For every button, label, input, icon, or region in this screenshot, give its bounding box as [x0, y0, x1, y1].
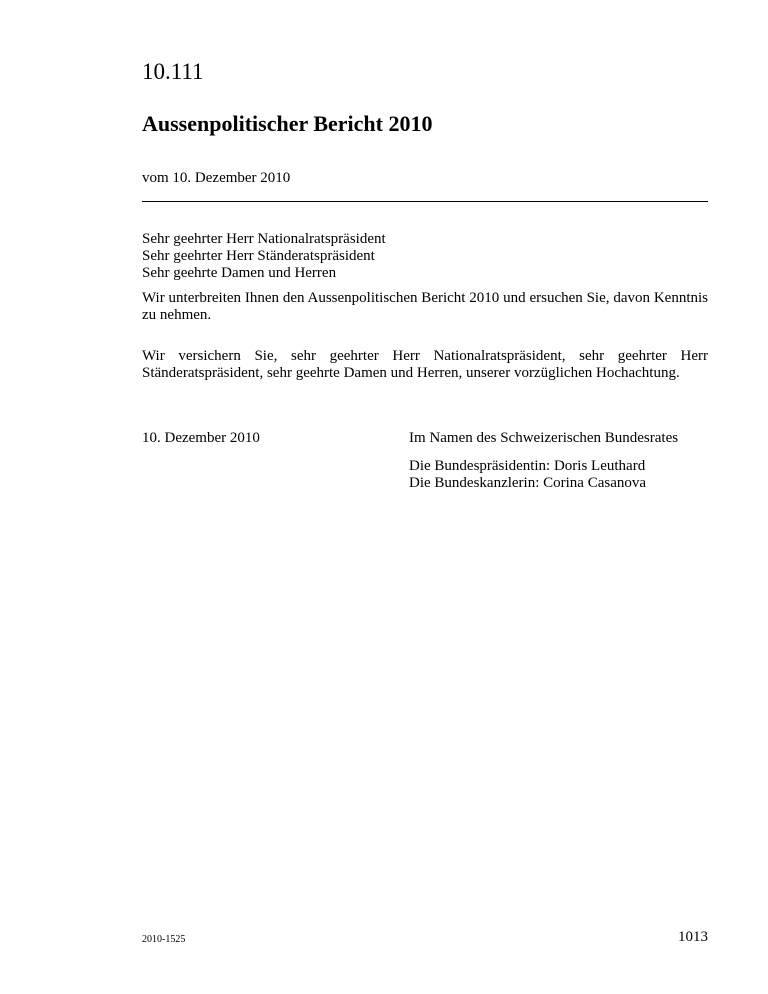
body-paragraph-submission: Wir unterbreiten Ihnen den Aussenpolitischen Bericht 2010 und ersuchen Sie, davon Kenntnis zu nehmen.	[142, 290, 708, 323]
salutation	[142, 231, 708, 282]
salutation-line: Sehr geehrte Damen und Herren	[142, 265, 337, 281]
salutation-line: Sehr geehrter Herr Nationalratspräsident	[142, 231, 386, 247]
document-number: 10.111	[142, 59, 204, 84]
signature-block	[409, 430, 678, 492]
document-date: vom 10. Dezember 2010	[142, 170, 291, 186]
signature-date: 10. Dezember 2010	[142, 430, 260, 446]
body-paragraph-closing: Wir versichern Sie, sehr geehrter Herr Nationalratspräsident, sehr geehrter Herr Ständeratspräsident, sehr geehrte Damen und Herren, unserer vorzüglichen Hochachtung.	[142, 348, 708, 381]
signature-organization: Im Namen des Schweizerischen Bundesrates	[409, 430, 679, 446]
signature-chancellor: Die Bundeskanzlerin: Corina Casanova	[409, 475, 647, 491]
footer-reference: 2010-1525	[142, 934, 186, 945]
footer-page-number: 1013	[678, 929, 708, 945]
header-divider	[142, 201, 708, 202]
document-title: Aussenpolitischer Bericht 2010	[142, 111, 433, 136]
signature-president: Die Bundespräsidentin: Doris Leuthard	[409, 458, 646, 474]
salutation-line: Sehr geehrter Herr Ständeratspräsident	[142, 248, 375, 264]
